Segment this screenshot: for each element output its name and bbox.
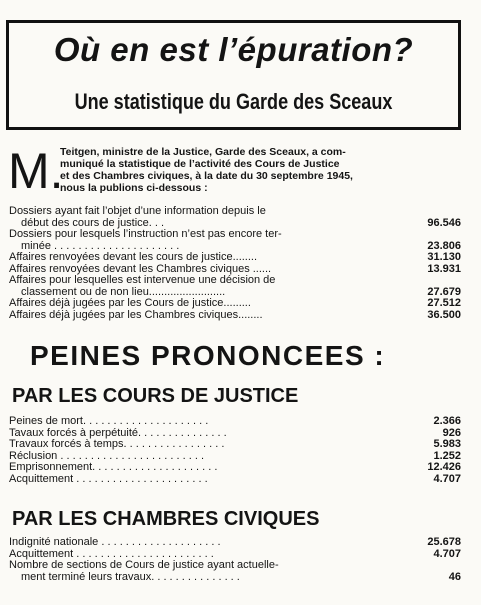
stat-label: Réclusion . . . . . . . . . . . . . . . . . . . . . . . . (9, 449, 204, 462)
stat-label: début des cours de justice. . . (21, 216, 165, 229)
stat-row (9, 298, 471, 310)
intro-line: et des Chambres civiques, à la date du 30 septembre 1945, (60, 170, 353, 182)
stat-value: 25.678 (427, 536, 461, 548)
stat-row (9, 229, 471, 241)
intro-paragraph (60, 146, 468, 194)
stat-value: 27.679 (427, 285, 461, 298)
stat-label: Acquittement . . . . . . . . . . . . . . . . . . . . . . . (9, 547, 214, 560)
stat-label: Emprisonnement. . . . . . . . . . . . . . . . . . . . . (9, 461, 218, 473)
intro-line: muniqué la statistique de l’activité des Cours de Justice (60, 158, 340, 170)
stat-label: Affaires renvoyées devant les cours de justice........ (9, 251, 258, 263)
headline-box (6, 20, 461, 130)
stat-value: 5.983 (433, 438, 461, 450)
stat-row (9, 474, 471, 486)
stat-row (9, 206, 471, 218)
stat-label: classement ou de non lieu......................... (21, 285, 226, 298)
stat-row (9, 537, 471, 549)
stat-row (9, 252, 471, 264)
stat-label: ment terminé leurs travaux. . . . . . . . . . . . . . . (21, 570, 240, 583)
stat-label: Peines de mort. . . . . . . . . . . . . . . . . . . . . (9, 415, 209, 427)
stat-label: Indignité nationale . . . . . . . . . . . . . . . . . . . . (9, 536, 221, 548)
stat-value: 4.707 (433, 472, 461, 485)
stat-row (9, 462, 471, 474)
intro-line: Teitgen, ministre de la Justice, Garde des Sceaux, a com- (60, 146, 346, 158)
stat-label: Affaires renvoyées devant les Chambres civiques ...... (9, 262, 272, 275)
stat-value: 13.931 (427, 262, 461, 275)
stat-label: Nombre de sections de Cours de justice ayant actuelle- (9, 559, 279, 571)
stat-row (9, 439, 471, 451)
stat-label: minée . . . . . . . . . . . . . . . . . . . . . (21, 239, 180, 252)
intro-line: nous la publions ci-dessous : (60, 182, 208, 194)
stat-value: 4.707 (433, 547, 461, 560)
stat-label: Travaux forcés à temps. . . . . . . . . . . . . . . . . (9, 438, 225, 450)
stat-label: Dossiers ayant fait l’objet d’une information depuis le (9, 205, 266, 217)
stat-label: Affaires déjà jugées par les Chambres civiques........ (9, 308, 263, 321)
stat-row (9, 416, 471, 428)
stat-label: Tavaux forcés à perpétuité. . . . . . . . . . . . . . . (9, 426, 227, 439)
stats-list (9, 206, 471, 321)
stat-value: 23.806 (427, 239, 461, 252)
stat-value: 46 (448, 570, 461, 583)
stat-value: 31.130 (427, 251, 461, 263)
headline-subtitle: Une statistique du Garde des Sceaux (74, 89, 393, 114)
stat-label: Dossiers pour lesquels l’instruction n’est pas encore ter- (9, 228, 282, 240)
headline-title: Où en est l’épuration? (53, 31, 414, 68)
chambres-list (9, 537, 471, 583)
stat-value: 1.252 (433, 449, 461, 462)
stat-value: 36.500 (427, 308, 461, 321)
stat-row (9, 572, 471, 584)
stat-value: 926 (442, 426, 461, 439)
peines-heading: PEINES PRONONCEES : (30, 340, 386, 371)
stat-row (9, 275, 471, 287)
stat-label: Acquittement . . . . . . . . . . . . . . . . . . . . . . (9, 472, 208, 485)
stat-value: 12.426 (427, 461, 461, 473)
stat-row (9, 310, 471, 322)
stat-label: Affaires déjà jugées par les Cours de justice......... (9, 297, 251, 309)
drop-cap: M. (8, 143, 64, 199)
cours-heading: PAR LES COURS DE JUSTICE (12, 385, 299, 407)
stat-value: 2.366 (433, 415, 461, 427)
stat-label: Affaires pour lesquelles est intervenue une décision de (9, 274, 276, 286)
stat-value: 96.546 (427, 216, 461, 229)
cours-list (9, 416, 471, 485)
stat-value: 27.512 (427, 297, 461, 309)
chambres-heading: PAR LES CHAMBRES CIVIQUES (12, 508, 320, 530)
stat-row (9, 560, 471, 572)
